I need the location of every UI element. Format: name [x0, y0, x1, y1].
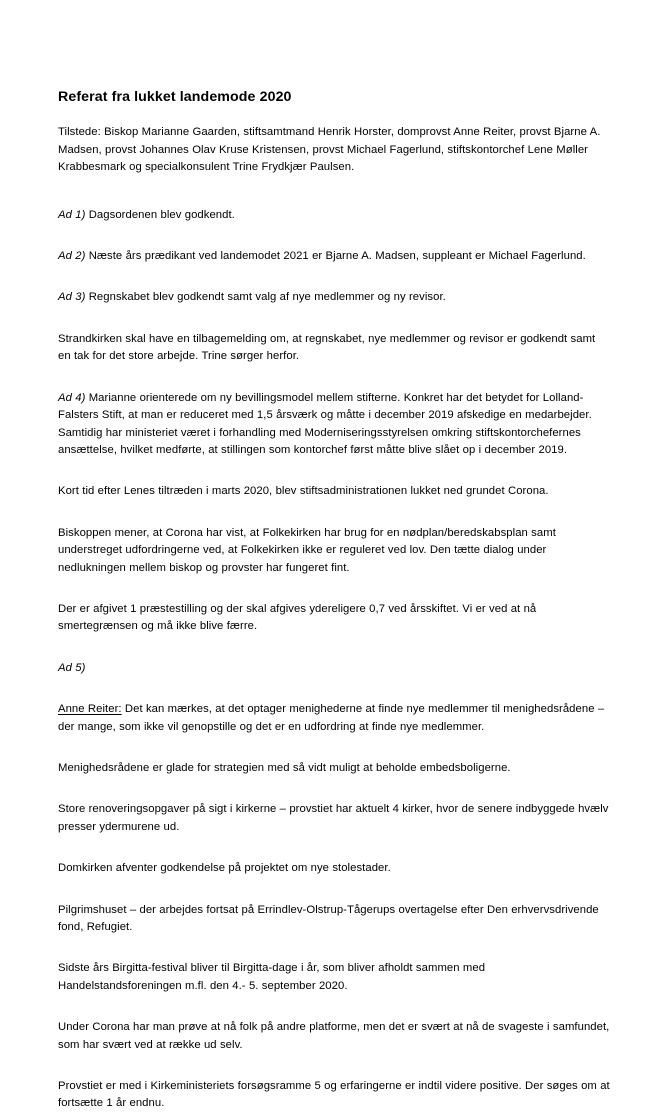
agenda-item-3-followup: Strandkirken skal have en tilbagemelding om, at regnskabet, nye medlemmer og revisor er godkendt samt en tak for det store arbejde. Trine sørger herfor.: [58, 332, 596, 363]
agenda-item-5-paragraph-3: Domkirken afventer godkendelse på projektet om nye stolestader.: [58, 862, 391, 875]
agenda-item-4-paragraph-2: Biskoppen mener, at Corona har vist, at Folkekirken har brug for en nødplan/beredskabsplan samt understreget udfordringerne ved, at Folkekirken ikke er reguleret ved lov. Den tætte dialog under nedlukningen mellem biskop og provster har fungeret fint.: [58, 526, 556, 574]
agenda-item-2-label: Ad 2): [58, 250, 86, 263]
agenda-item-4: [58, 390, 610, 460]
agenda-item-5-paragraph-1: Menighedsrådene er glade for strategien med så vidt muligt at beholde embedsboligerne.: [58, 761, 511, 774]
agenda-item-3-text: Regnskabet blev godkendt samt valg af nye medlemmer og ny revisor.: [88, 291, 446, 304]
agenda-item-5-speaker-paragraph: [58, 701, 610, 736]
speaker-name: Anne Reiter:: [58, 703, 122, 716]
agenda-item-3-label: Ad 3): [58, 291, 86, 304]
agenda-item-5-paragraph-6: Under Corona har man prøve at nå folk på andre platforme, men det er svært at nå de svageste i samfundet, som har svært ved at række ud selv.: [58, 1021, 610, 1051]
agenda-item-5: [58, 660, 610, 677]
agenda-item-5-paragraph-5: Sidste års Birgitta-festival bliver til Birgitta-dage i år, som bliver afholdt sammen med Handelstandsforeningen m.fl. den 4.- 5. september 2020.: [58, 962, 486, 992]
agenda-item-4-paragraph-3: Der er afgivet 1 præstestilling og der skal afgives ydereligere 0,7 ved årsskiftet. Vi er ved at nå smertegrænsen og må ikke blive færre.: [58, 602, 537, 633]
agenda-item-5-label: Ad 5): [58, 661, 86, 674]
agenda-item-5-paragraph-2: Store renoveringsopgaver på sigt i kirkerne – provstiet har aktuelt 4 kirker, hvor de senere indbyggede hvælv presser ydermurene ud.: [58, 803, 609, 833]
agenda-item-5-paragraph-4: Pilgrimshuset – der arbejdes fortsat på Errindlev-Olstrup-Tågerups overtagelse efter Den erhvervsdrivende fond, Refugiet.: [58, 903, 599, 934]
page-title: Referat fra lukket landemode 2020: [58, 89, 292, 105]
agenda-item-4-text: Marianne orienterede om ny bevillingsmodel mellem stifterne. Konkret har det betydet for Lolland-Falsters Stift, at man er reduceret med 1,5 årsværk og måtte i december 2019 afskedige en medarbejder. Samtidig har ministeriet været i forhandling med Moderniseringsstyrelsen omkring stiftskontorchefernes ansættelse, hvilket medførte, at stillingen som kontorchef først måtte blive slået op i december 2019.: [58, 391, 592, 456]
speaker-statement: Det kan mærkes, at det optager menighederne at finde nye medlemmer til menighedsrådene – der mange, som ikke vil genopstille og det er en udfordring at finde nye medlemmer.: [58, 703, 605, 733]
agenda-item-3: [58, 289, 610, 306]
agenda-item-5-paragraph-7: Provstiet er med i Kirkeministeriets forsøgsramme 5 og erfaringerne er indtil videre positive. Der søges om at fortsætte 1 år endnu.: [58, 1080, 610, 1110]
agenda-item-2: [58, 248, 610, 265]
agenda-item-1-label: Ad 1): [58, 208, 86, 221]
agenda-item-1-text: Dagsordenen blev godkendt.: [88, 208, 235, 221]
agenda-item-4-paragraph-1: Kort tid efter Lenes tiltræden i marts 2020, blev stiftsadministrationen lukket ned grundet Corona.: [58, 485, 549, 498]
agenda-item-1: [58, 207, 610, 224]
agenda-item-2-text: Næste års prædikant ved landemodet 2021 er Bjarne A. Madsen, suppleant er Michael Fagerlund.: [88, 250, 586, 263]
agenda-item-4-label: Ad 4): [58, 391, 86, 404]
attendees-paragraph: Tilstede: Biskop Marianne Gaarden, stiftsamtmand Henrik Horster, domprovst Anne Reiter, provst Bjarne A. Madsen, provst Johannes Olav Kruse Kristensen, provst Michael Fagerlund, stiftskontorchef Lene Møller Krabbesmark og specialkonsulent Trine Frydkjær Paulsen.: [58, 126, 601, 174]
